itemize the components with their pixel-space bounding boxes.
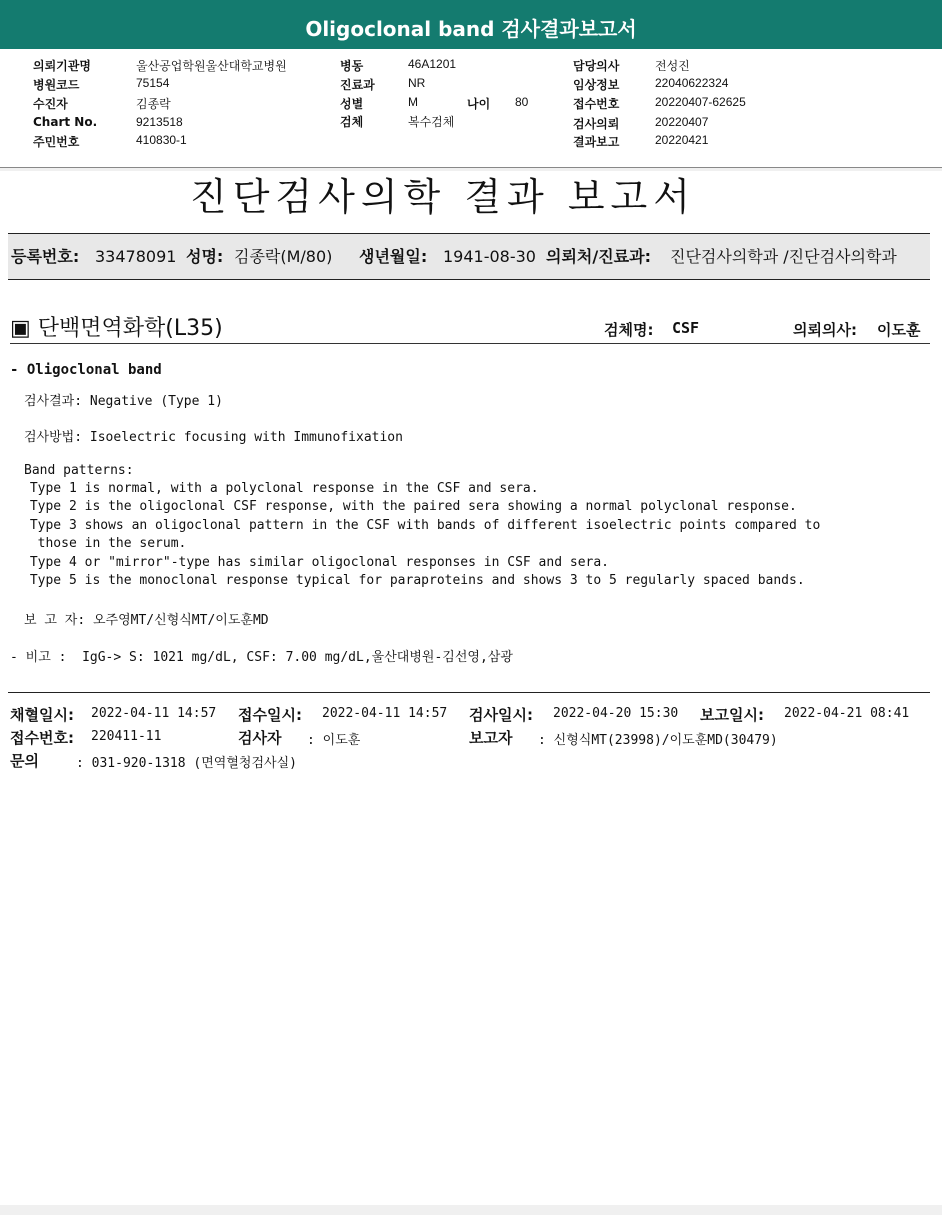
reg-number-value: 33478091 (95, 247, 177, 266)
method-line: 검사방법: Isoelectric focusing with Immunofixation (24, 430, 403, 445)
band-line: those in the serum. (22, 536, 187, 551)
tester-value: : 이도훈 (307, 733, 361, 748)
banner-title: Oligoclonal band 검사결과보고서 (305, 17, 637, 41)
info-label: 병원코드 (33, 78, 80, 92)
collect-value: 2022-04-11 14:57 (91, 706, 217, 721)
report-banner (0, 0, 942, 49)
info-value: 20220407 (655, 115, 709, 129)
info-label: 임상정보 (573, 78, 620, 92)
info-value: 울산공업학원울산대학교병원 (136, 59, 287, 73)
dob-label: 생년월일: (359, 247, 428, 266)
report-title: 진단검사의학 결과 보고서 (190, 175, 696, 219)
note-line: - 비고 : IgG-> S: 1021 mg/dL, CSF: 7.00 mg/dL,울산대병원-김선영,삼광 (10, 650, 513, 665)
patient-info-header (0, 49, 942, 168)
info-label: 주민번호 (33, 135, 80, 149)
accession-value: 220411-11 (91, 729, 162, 744)
test-date-value: 2022-04-20 15:30 (553, 706, 679, 721)
doctor-value: 이도훈 (877, 321, 921, 339)
dept-value: 진단검사의학과 /진단검사의학과 (670, 247, 897, 266)
test-date-label: 검사일시: (469, 706, 533, 724)
info-label: 결과보고 (573, 135, 620, 149)
collect-label: 채혈일시: (10, 706, 74, 724)
info-value: 46A1201 (408, 57, 457, 71)
band-line: Type 1 is normal, with a polyclonal response in the CSF and sera. (22, 481, 539, 496)
info-value: 김종락 (136, 97, 171, 111)
info-value: 20220421 (655, 133, 709, 147)
info-value: 9213518 (136, 115, 183, 129)
name-value: 김종락(M/80) (234, 247, 333, 266)
info-value: 410830-1 (136, 133, 187, 147)
info-label: 진료과 (340, 78, 375, 92)
band-line: Type 4 or "mirror"-type has similar oligoclonal responses in CSF and sera. (22, 555, 609, 570)
info-value: 80 (515, 95, 529, 109)
info-value: 20220407-62625 (655, 95, 746, 109)
info-value: 전성진 (655, 59, 690, 73)
report-date-value: 2022-04-21 08:41 (784, 706, 910, 721)
info-label: Chart No. (33, 115, 98, 129)
section-header (10, 311, 930, 344)
result-line: 검사결과: Negative (Type 1) (24, 394, 223, 409)
accession-label: 접수번호: (10, 729, 74, 747)
receive-label: 접수일시: (238, 706, 302, 724)
registration-bar (8, 233, 930, 280)
dept-label: 의뢰처/진료과: (546, 247, 651, 266)
specimen-label: 검체명: (604, 321, 654, 339)
contact-label: 문의 (10, 752, 39, 770)
band-line: Type 5 is the monoclonal response typical for paraproteins and shows 3 to 5 regularly spaced bands. (22, 573, 805, 588)
info-value: 75154 (136, 76, 170, 90)
reporter-value: : 신형식MT(23998)/이도훈MD(30479) (538, 733, 778, 748)
info-value: NR (408, 76, 426, 90)
info-label: 수진자 (33, 97, 68, 111)
reg-number-label: 등록번호: (11, 247, 80, 266)
band-header: Band patterns: (24, 463, 134, 478)
info-label: 성별 (340, 97, 364, 111)
info-label: 병동 (340, 59, 364, 73)
info-label: 나이 (467, 97, 491, 111)
info-value: 복수검체 (408, 115, 455, 129)
info-label: 의뢰기관명 (33, 59, 91, 73)
receive-value: 2022-04-11 14:57 (322, 706, 448, 721)
contact-value: : 031-920-1318 (면역혈청검사실) (76, 756, 297, 771)
name-label: 성명: (186, 247, 224, 266)
reporter-label: 보고자 (469, 729, 513, 747)
info-value: 22040622324 (655, 76, 729, 90)
specimen-value: CSF (672, 319, 700, 337)
section-title-text: 단백면역화학(L35) (37, 316, 223, 341)
result-report (0, 171, 942, 1205)
tester-label: 검사자 (238, 729, 282, 747)
band-line: Type 2 is the oligoclonal CSF response, with the paired sera showing a normal polyclonal response. (22, 499, 797, 514)
info-label: 검사의뢰 (573, 117, 620, 131)
square-bullet-icon: ▣ (10, 316, 31, 341)
dob-value: 1941-08-30 (443, 247, 536, 266)
band-line: Type 3 shows an oligoclonal pattern in the CSF with bands of different isoelectric points compared to (22, 518, 821, 533)
info-label: 검체 (340, 115, 364, 129)
reporter-line: 보 고 자: 오주영MT/신형식MT/이도훈MD (24, 613, 269, 628)
info-label: 담당의사 (573, 59, 620, 73)
test-name: - Oligoclonal band (10, 362, 162, 378)
info-label: 접수번호 (573, 97, 620, 111)
report-date-label: 보고일시: (700, 706, 764, 724)
report-footer (8, 692, 930, 771)
info-value: M (408, 95, 418, 109)
doctor-label: 의뢰의사: (793, 321, 857, 339)
section-title (10, 311, 223, 342)
